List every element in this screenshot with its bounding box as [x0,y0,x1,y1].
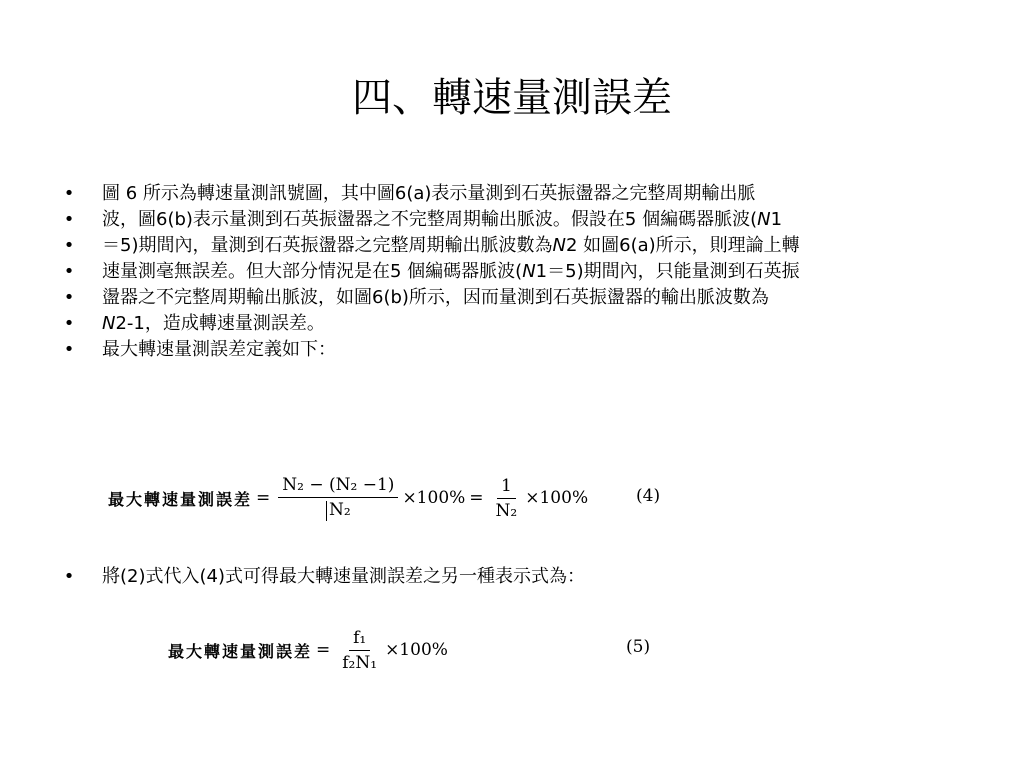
bullet-list [60,183,960,365]
equals-sign: = [256,488,271,508]
fraction [338,628,381,673]
list-item: • 波，圖6(b)表示量測到石英振盪器之不完整周期輸出脈波。假設在5 個編碼器脈波(N1 [60,209,960,231]
bullet-icon: • [63,566,75,587]
fraction [492,476,522,521]
text-cursor-icon [326,501,327,521]
list-item: • 速量測毫無誤差。但大部分情況是在5 個編碼器脈波(N1＝5)期間內，只能量測到石英振 [60,261,960,283]
equals-sign: = [469,488,484,508]
numerator: 1 [497,476,516,499]
list-item: • 圖 6 所示為轉速量測訊號圖，其中圖6(a)表示量測到石英振盪器之完整周期輸出脈 [60,183,960,205]
bullet-icon: • [63,261,75,282]
list-item: • N2-1，造成轉速量測誤差。 [60,313,960,335]
numerator: f₁ [349,628,370,651]
equals-sign: = [316,640,331,660]
times-percent: ×100% [525,488,589,508]
times-percent: ×100% [385,640,448,660]
list-item: • 將(2)式代入(4)式可得最大轉速量測誤差之另一種表示式為： [60,566,960,588]
equation-number: (4) [636,486,661,506]
times-percent: ×100% [402,488,466,508]
bullet-icon: • [63,287,75,308]
formula-5 [168,622,448,678]
fraction [278,475,398,521]
bullet-icon: • [63,183,75,204]
list-item: • ＝5)期間內，量測到石英振盪器之完整周期輸出脈波數為N2 如圖6(a)所示，則理論上轉 [60,235,960,257]
slide-title: 四、轉速量測誤差 [352,75,672,121]
bullet-icon: • [63,339,75,360]
bullet-list-2 [60,566,960,592]
list-item: • 最大轉速量測誤差定義如下： [60,339,960,361]
formula-5-lhs: 最大轉速量測誤差 [168,641,313,661]
formula-4-lhs: 最大轉速量測誤差 [108,489,253,509]
bullet-icon: • [63,235,75,256]
list-item: • 盪器之不完整周期輸出脈波，如圖6(b)所示，因而量測到石英振盪器的輸出脈波數為 [60,287,960,309]
denominator: N₂ [495,500,518,521]
equation-number: (5) [626,637,651,657]
bullet-icon: • [63,313,75,334]
denominator: f₂N₁ [342,652,378,673]
numerator: N₂ − (N₂ −1) [278,475,398,498]
denominator: N₂ [322,498,355,521]
bullet-icon: • [63,209,75,230]
formula-4 [108,470,588,526]
